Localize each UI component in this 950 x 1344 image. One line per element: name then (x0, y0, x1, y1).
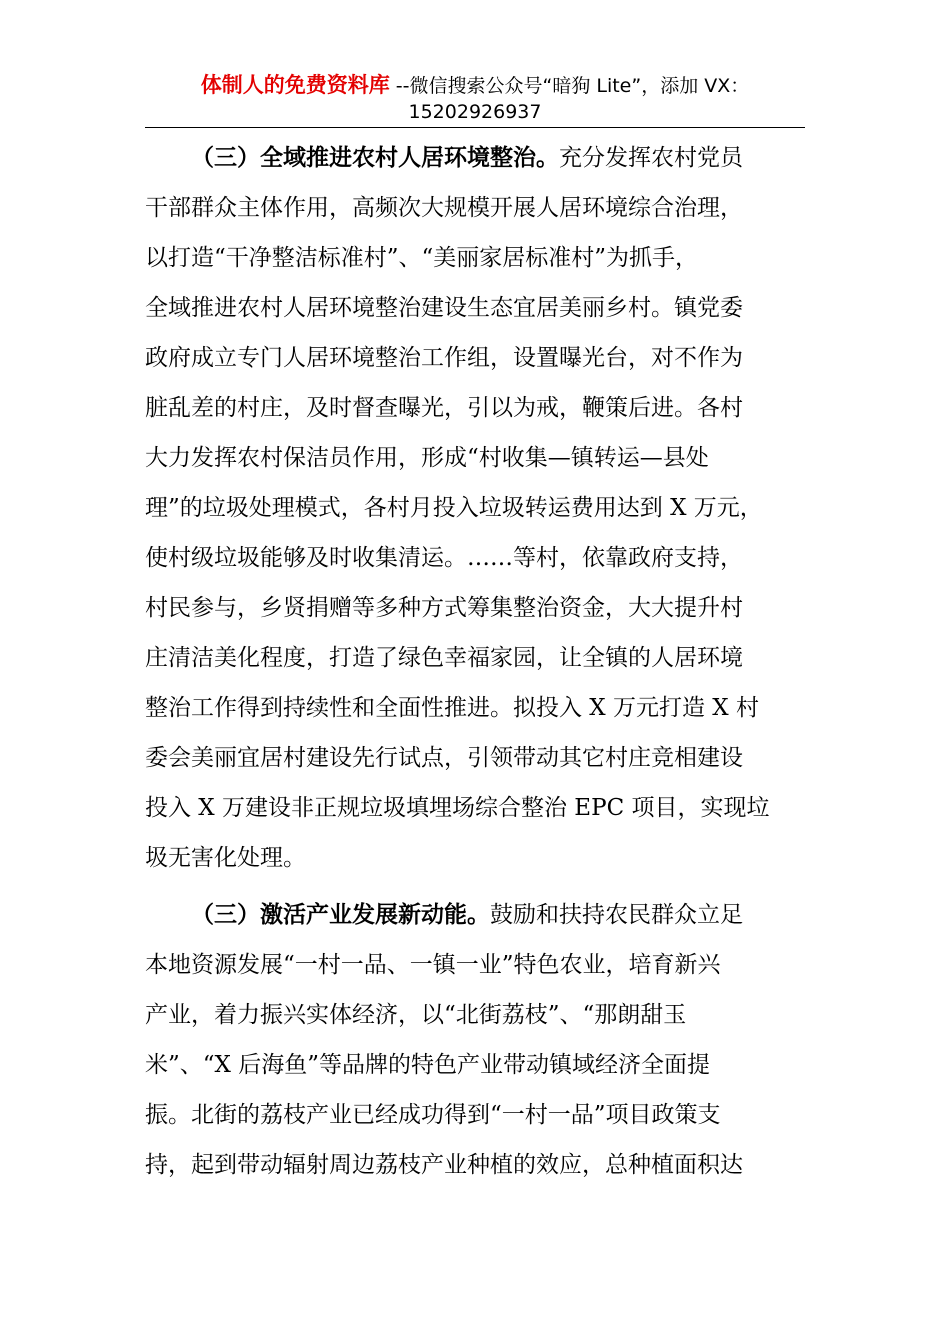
paragraph-line: 干部群众主体作用，高频次大规模开展人居环境综合治理， (145, 195, 743, 221)
paragraph-industry (145, 890, 807, 1190)
paragraph-line: 投入 X 万建设非正规垃圾填埋场综合整治 EPC 项目，实现垃 (145, 795, 770, 821)
paragraph-line: 理”的垃圾处理模式，各村月投入垃圾转运费用达到 X 万元， (145, 495, 763, 521)
paragraph-line: 本地资源发展“一村一品、一镇一业”特色农业，培育新兴 (145, 952, 721, 978)
paragraph-line: 庄清洁美化程度，打造了绿色幸福家园，让全镇的人居环境 (145, 645, 743, 671)
header-divider (145, 127, 805, 128)
paragraph-line: 使村级垃圾能够及时收集清运。……等村，依靠政府支持， (145, 545, 743, 571)
paragraph-line: 圾无害化处理。 (145, 845, 306, 871)
header-contact-line-1: --微信搜索公众号“暗狗 Lite”，添加 VX： (389, 75, 750, 97)
paragraph-environment (145, 133, 807, 883)
paragraph-heading: （三）激活产业发展新动能。 (191, 902, 490, 928)
paragraph-first-line (145, 133, 807, 183)
paragraph-heading: （三）全域推进农村人居环境整治。 (191, 145, 559, 171)
paragraph-first-line (145, 890, 807, 940)
paragraph-line: 米”、“X 后海鱼”等品牌的特色产业带动镇域经济全面提 (145, 1052, 710, 1078)
header-contact-line-2: 15202926937 (408, 101, 542, 123)
paragraph-line: 以打造“干净整洁标准村”、“美丽家居标准村”为抓手， (145, 245, 699, 271)
paragraph-line: 政府成立专门人居环境整治工作组，设置曝光台，对不作为 (145, 345, 743, 371)
paragraph-line: 充分发挥农村党员 (559, 145, 743, 171)
paragraph-line: 全域推进农村人居环境整治建设生态宜居美丽乡村。镇党委 (145, 295, 743, 321)
paragraph-line: 脏乱差的村庄，及时督查曝光，引以为戒，鞭策后进。各村 (145, 395, 743, 421)
page-header (145, 72, 805, 125)
paragraph-line: 鼓励和扶持农民群众立足 (490, 902, 743, 928)
paragraph-line: 村民参与，乡贤捐赠等多种方式筹集整治资金，大大提升村 (145, 595, 743, 621)
paragraph-line: 持，起到带动辐射周边荔枝产业种植的效应，总种植面积达 (145, 1152, 743, 1178)
paragraph-line: 委会美丽宜居村建设先行试点，引领带动其它村庄竞相建设 (145, 745, 743, 771)
paragraph-line: 整治工作得到持续性和全面性推进。拟投入 X 万元打造 X 村 (145, 695, 759, 721)
paragraph-line: 振。北街的荔枝产业已经成功得到“一村一品”项目政策支 (145, 1102, 721, 1128)
header-red-title: 体制人的免费资料库 (200, 73, 390, 97)
paragraph-line: 大力发挥农村保洁员作用，形成“村收集—镇转运—县处 (145, 445, 709, 471)
paragraph-line: 产业，着力振兴实体经济，以“北街荔枝”、“那朗甜玉 (145, 1002, 687, 1028)
